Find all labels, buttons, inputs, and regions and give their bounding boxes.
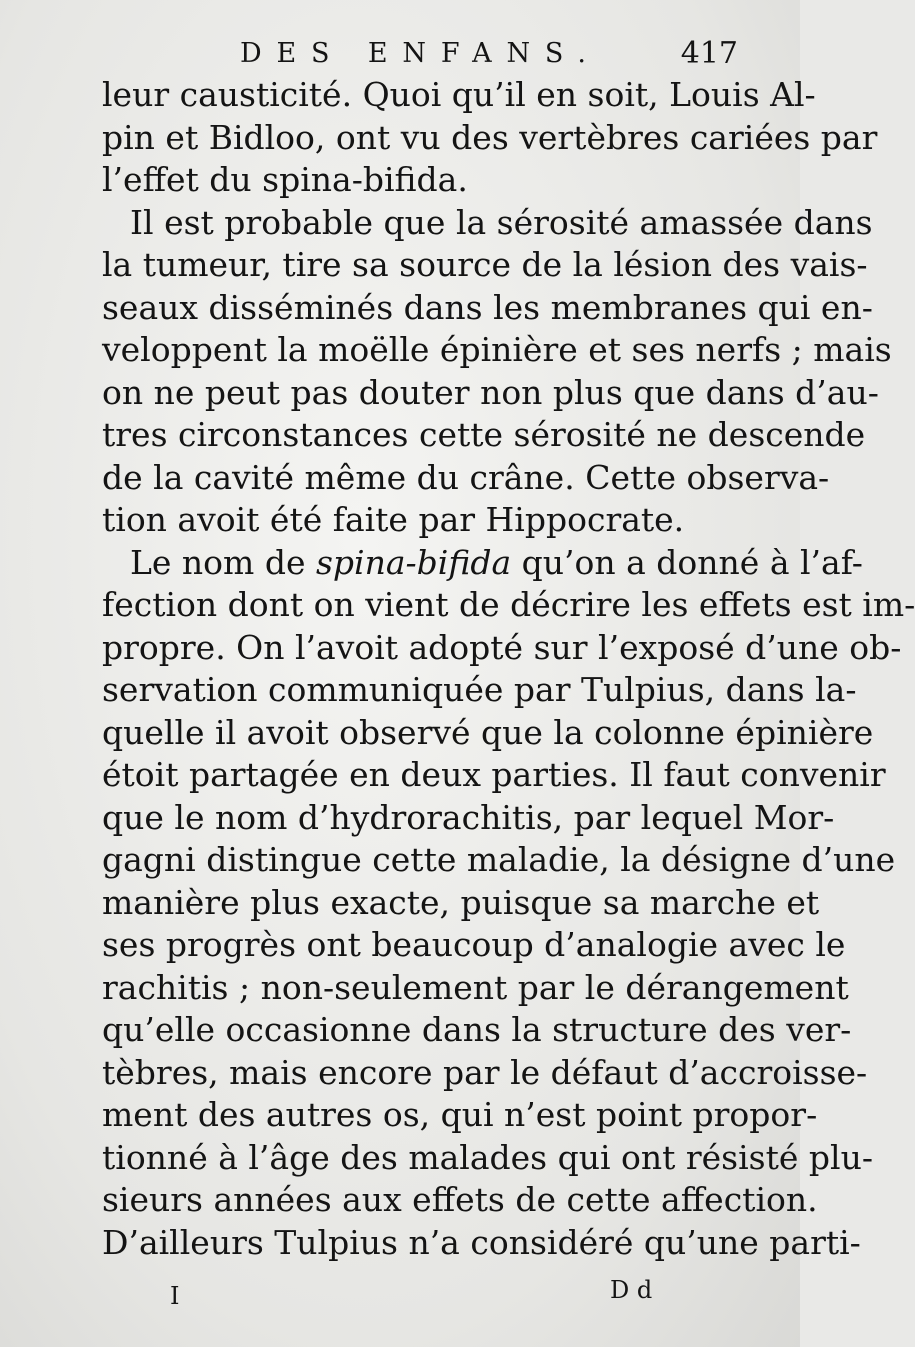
text-line: tion avoit été faite par Hippocrate.: [102, 500, 685, 539]
text-line: sieurs années aux effets de cette affection.: [102, 1180, 818, 1219]
text-line: ment des autres os, qui n’est point propor-: [102, 1095, 818, 1134]
page-number: 417: [680, 36, 738, 71]
text-line: seaux disséminés dans les membranes qui en-: [102, 287, 873, 327]
italic-term: spina-bifida: [315, 542, 512, 582]
signature-left: I: [170, 1282, 180, 1310]
text-line: qu’elle occasionne dans la structure des ver-: [102, 1010, 852, 1049]
text-line: manière plus exacte, puisque sa marche et: [102, 882, 820, 922]
text-line: tèbres, mais encore par le défaut d’accroisse-: [102, 1052, 868, 1092]
text-line: de la cavité même du crâne. Cette observa-: [102, 457, 830, 497]
text-line: tres circonstances cette sérosité ne descende: [102, 415, 866, 454]
paragraph-start-line: [102, 542, 863, 585]
text-line: ses progrès ont beaucoup d’analogie avec le: [102, 925, 846, 964]
text-line: tionné à l’âge des malades qui ont résisté plu-: [102, 1137, 873, 1177]
text-line: quelle il avoit observé que la colonne épinière: [102, 712, 874, 752]
text-line: gagni distingue cette maladie, la désigne d’une: [102, 840, 896, 879]
running-head: [240, 34, 740, 78]
running-head-title: DES ENFANS.: [240, 38, 601, 69]
text-line: rachitis ; non-seulement par le dérangement: [102, 967, 849, 1007]
text-line: étoit partagée en deux parties. Il faut convenir: [102, 755, 886, 794]
text-line: veloppent la moëlle épinière et ses nerfs ; mais: [102, 330, 892, 369]
body-text: [102, 74, 915, 1264]
text-line: que le nom d’hydrorachitis, par lequel Mor-: [102, 797, 835, 837]
paragraph-start-line: Il est probable que la sérosité amassée dans: [130, 202, 873, 242]
text-line: D’ailleurs Tulpius n’a considéré qu’une parti-: [102, 1222, 861, 1262]
line-text: Le nom de: [130, 542, 316, 582]
text-line: leur causticité. Quoi qu’il en soit, Louis Al-: [102, 75, 816, 114]
text-line: fection dont on vient de décrire les effets est im-: [102, 585, 915, 624]
text-line: propre. On l’avoit adopté sur l’exposé d’une ob-: [102, 627, 902, 667]
text-line: l’effet du spina-bifida.: [102, 160, 468, 199]
text-line: la tumeur, tire sa source de la lésion des vais-: [102, 245, 868, 284]
line-text: qu’on a donné à l’af-: [511, 542, 863, 582]
text-line: on ne peut pas douter non plus que dans d’au-: [102, 372, 879, 412]
text-line: servation communiquée par Tulpius, dans la-: [102, 670, 857, 709]
signature-right: D d: [610, 1276, 653, 1304]
text-line: pin et Bidloo, ont vu des vertèbres cariées par: [102, 117, 878, 157]
